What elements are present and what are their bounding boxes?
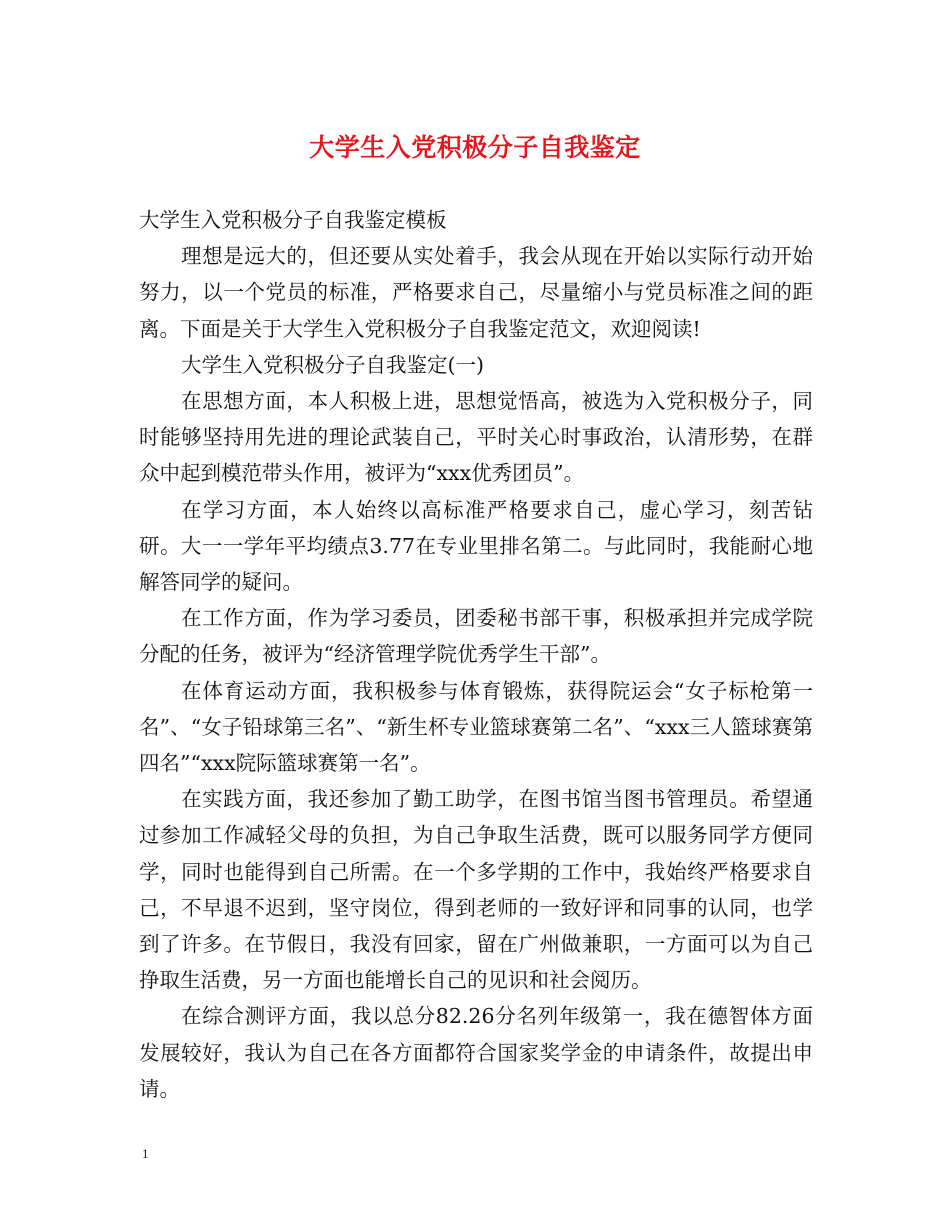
intro-paragraph: 理想是远大的，但还要从实处着手，我会从现在开始以实际行动开始努力，以一个党员的标准，严格要求自己，尽量缩小与党员标准之间的距离。下面是关于大学生入党积极分子自我鉴定范文，欢迎阅读! xyxy=(139,244,813,341)
paragraph-sports: 在体育运动方面，我积极参与体育锻炼，获得院运会“女子标枪第一名”、“女子铅球第三名”、“新生杯专业篮球赛第二名”、“xxx三人篮球赛第四名”“xxx院际篮球赛第一名”。 xyxy=(139,678,813,776)
paragraph-ideology: 在思想方面，本人积极上进，思想觉悟高，被选为入党积极分子，同时能够坚持用先进的理论武装自己，平时关心时事政治，认清形势，在群众中起到模范带头作用，被评为“xxx优秀团员”。 xyxy=(139,389,813,486)
document-title: 大学生入党积极分子自我鉴定 xyxy=(309,133,641,162)
paragraph-evaluation: 在综合测评方面，我以总分82.26分名列年级第一，我在德智体方面发展较好，我认为自己在各方面都符合国家奖学金的申请条件，故提出申请。 xyxy=(139,1004,813,1101)
paragraph-study: 在学习方面，本人始终以高标准严格要求自己，虚心学习，刻苦钻研。大一一学年平均绩点3.77在专业里排名第二。与此同时，我能耐心地解答同学的疑问。 xyxy=(139,497,813,595)
document-body xyxy=(139,202,813,1107)
section-heading: 大学生入党积极分子自我鉴定模板 xyxy=(139,208,447,232)
paragraph-practice: 在实践方面，我还参加了勤工助学，在图书馆当图书管理员。希望通过参加工作减轻父母的负担，为自己争取生活费，既可以服务同学方便同学，同时也能得到自己所需。在一个多学期的工作中，我始终严格要求自己，不早退不迟到，坚守岗位，得到老师的一致好评和同事的认同，也学到了许多。在节假日，我没有回家，留在广州做兼职，一方面可以为自己挣取生活费，另一方面也能增长自己的见识和社会阅历。 xyxy=(139,787,813,993)
page-number: 1 xyxy=(142,1146,149,1161)
paragraph-work: 在工作方面，作为学习委员，团委秘书部干事，积极承担并完成学院分配的任务，被评为“经济管理学院优秀学生干部”。 xyxy=(139,606,813,667)
subsection-heading: 大学生入党积极分子自我鉴定(一) xyxy=(181,352,484,377)
